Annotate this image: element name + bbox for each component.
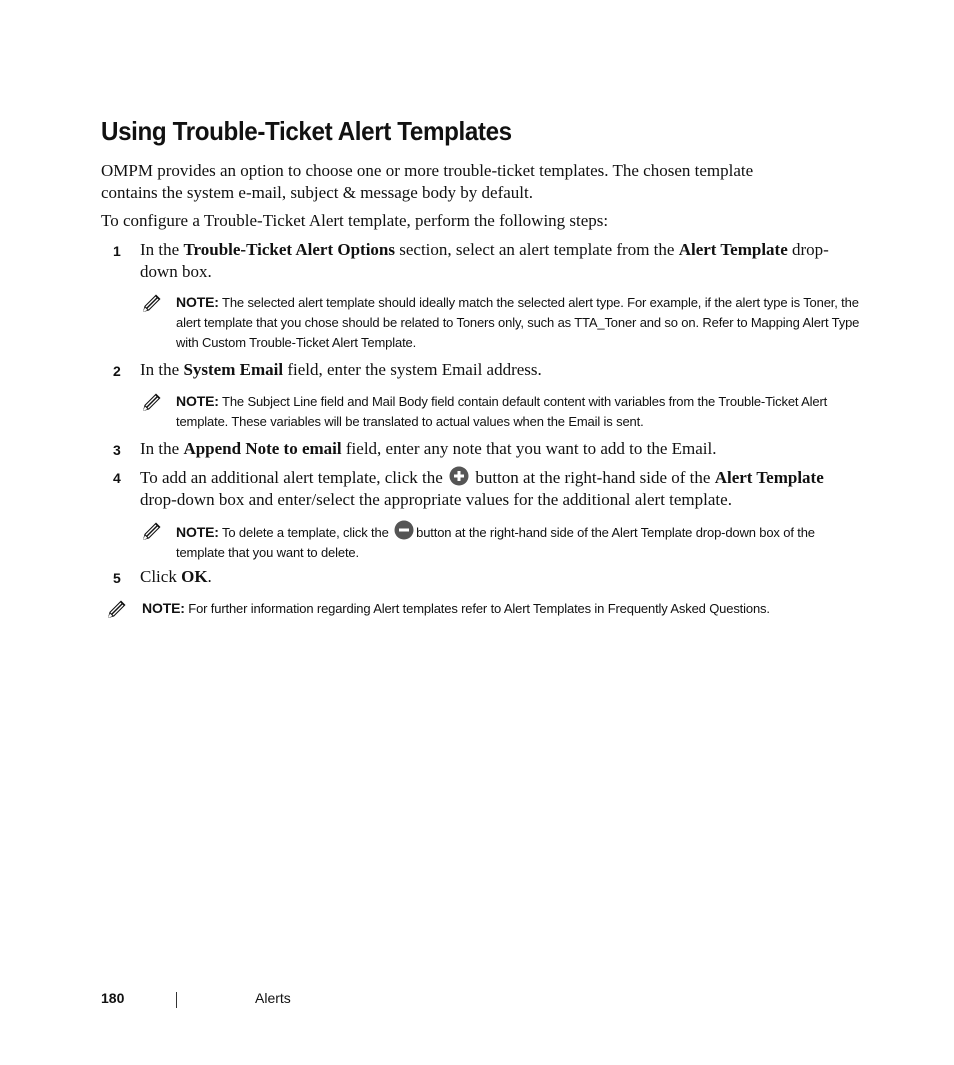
note-pencil-icon — [141, 520, 163, 542]
final-note: NOTE: For further information regarding Alert templates refer to Alert Templates in Frequently Asked Questions. — [142, 600, 770, 616]
footer-divider — [176, 992, 177, 1008]
ui-label-ok: OK — [181, 567, 208, 586]
note-pencil-icon — [141, 391, 163, 413]
ui-label-tta-toner: TTA_Toner — [574, 315, 637, 330]
intro-line-2: contains the system e-mail, subject & message body by default. — [101, 183, 533, 202]
step-3-text: In the Append Note to email field, enter any note that you want to add to the Email. — [140, 439, 717, 458]
plus-circle-icon — [449, 466, 469, 486]
ui-label-append-note-to-email: Append Note to email — [183, 439, 342, 458]
step-number-4: 4 — [113, 470, 121, 486]
footer-section-name: Alerts — [255, 990, 291, 1006]
ui-label-alert-template: Alert Template — [678, 240, 788, 259]
step-number-3: 3 — [113, 442, 121, 458]
step-number-5: 5 — [113, 570, 121, 586]
note-pencil-icon — [106, 598, 128, 620]
minus-circle-icon — [394, 520, 414, 540]
page-title: Using Trouble-Ticket Alert Templates — [101, 116, 512, 146]
configure-paragraph: To configure a Trouble-Ticket Alert template, perform the following steps: — [101, 211, 609, 230]
step-1-text: In the Trouble-Ticket Alert Options section, select an alert template from the Alert Template drop-down box. — [140, 240, 829, 281]
step-4-text: To add an additional alert template, click the button at the right-hand side of the Alert Template drop-down box and enter/select the appropriate values for the additional alert template. — [140, 468, 824, 509]
ui-label-toner: Toner — [803, 295, 835, 310]
ui-label-alert-template: Alert Template — [611, 525, 693, 540]
ui-label-subject-line: Subject Line — [247, 394, 318, 409]
ui-label-trouble-ticket-alert: Trouble-Ticket Alert — [718, 394, 828, 409]
intro-paragraph — [101, 160, 861, 204]
ui-label-alert-template: Alert Template — [714, 468, 824, 487]
ui-label-trouble-ticket-alert-options: Trouble-Ticket Alert Options — [183, 240, 395, 259]
ui-label-system-email: System Email — [183, 360, 284, 379]
note-step-1: NOTE: The selected alert template should ideally match the selected alert type. For example, if the alert type is Toner, the alert template that you chose should be related to Toners only, such as TTA_Toner and so on. Refer to Mapping Alert Type with Custom Trouble-Ticket Alert Template. — [176, 294, 860, 350]
note-pencil-icon — [141, 292, 163, 314]
step-5-text: Click OK. — [140, 567, 212, 586]
step-2-text: In the System Email field, enter the system Email address. — [140, 360, 542, 379]
step-number-1: 1 — [113, 243, 121, 259]
step-number-2: 2 — [113, 363, 121, 379]
ui-label-mail-body: Mail Body — [371, 394, 428, 409]
page-number: 180 — [101, 990, 125, 1006]
note-step-4: NOTE: To delete a template, click the button at the right-hand side of the Alert Template drop-down box of the template that you want to delete. — [176, 520, 862, 563]
intro-line-1: OMPM provides an option to choose one or more trouble-ticket templates. The chosen template — [101, 161, 754, 180]
note-step-2: NOTE: The Subject Line field and Mail Body field contain default content with variables from the Trouble-Ticket Alert template. These variables will be translated to actual values when the Email is sent. — [176, 393, 828, 429]
